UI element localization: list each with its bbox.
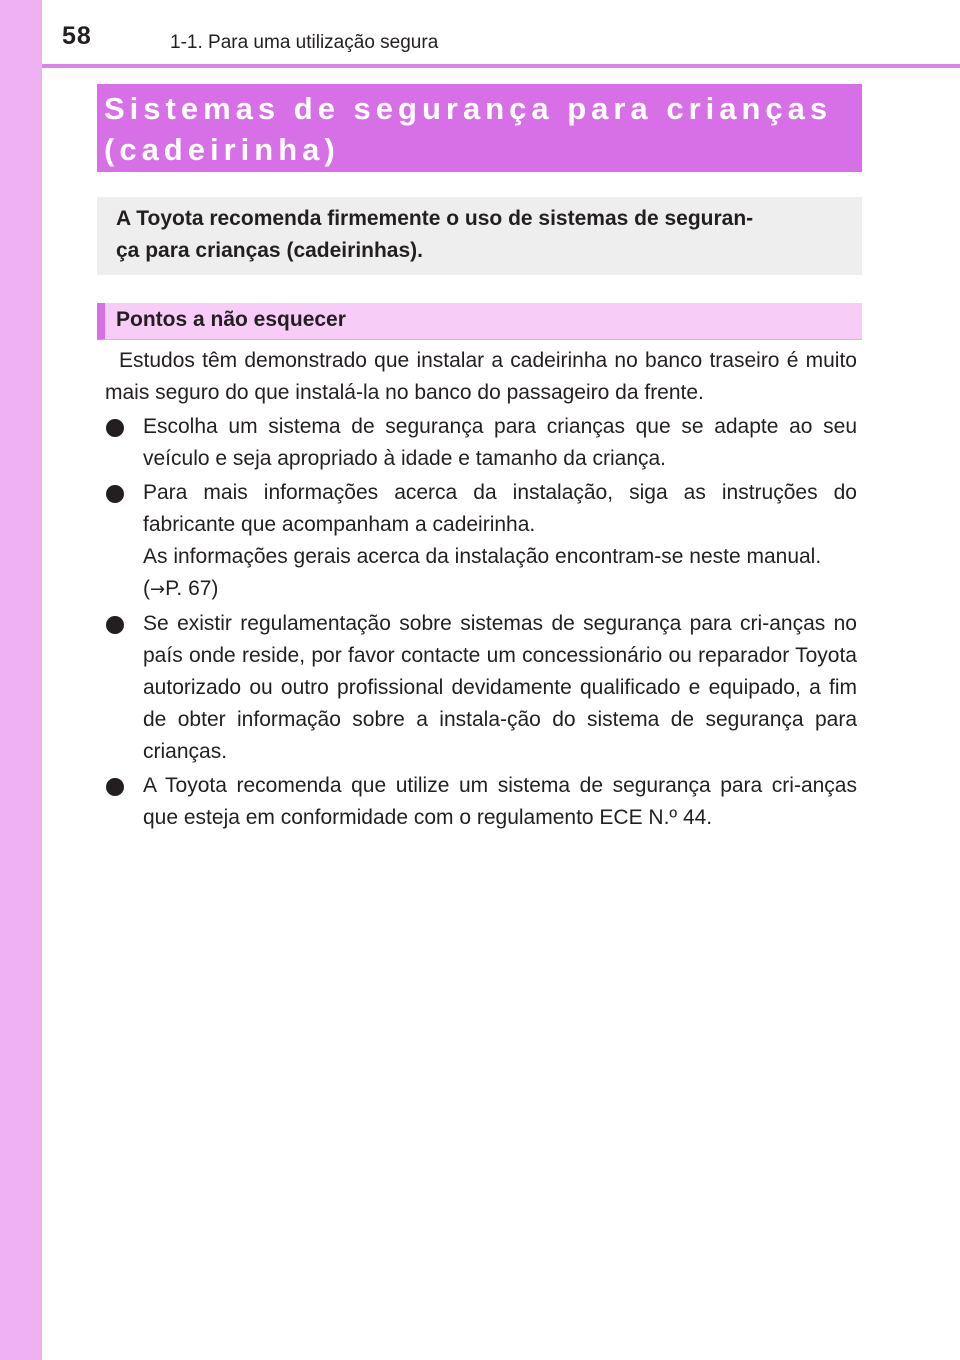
subheading: Pontos a não esquecer	[116, 308, 346, 331]
bullet-item	[105, 411, 857, 475]
bullet-item	[105, 770, 857, 834]
bullet-text: Se existir regulamentação sobre sistemas de segurança para cri-anças no país onde reside, por favor contacte um concessionário ou reparador Toyota autorizado ou outro profissional devidamente qualificado e equipado, a fim de obter informação sobre a instala-ção do sistema de segurança para crianças.	[143, 612, 857, 763]
bullet-text: Para mais informações acerca da instalação, siga as instruções do fabricante que acompanham a cadeirinha.	[143, 481, 857, 536]
arrow-right-icon: →	[150, 579, 166, 600]
section-label: 1-1. Para uma utilização segura	[170, 32, 439, 53]
bullet-icon	[106, 419, 124, 437]
page-header	[0, 0, 960, 64]
bullet-item	[105, 608, 857, 768]
side-strip	[0, 0, 42, 1360]
header-rule	[42, 64, 960, 68]
intro-text	[116, 203, 846, 267]
page-reference	[143, 573, 857, 606]
page-number: 58	[62, 22, 92, 50]
bullet-text: Escolha um sistema de segurança para crianças que se adapte ao seu veículo e seja apropriado à idade e tamanho da criança.	[143, 415, 857, 470]
intro-line: A Toyota recomenda firmemente o uso de sistemas de seguran-	[116, 207, 754, 230]
body-paragraph: Estudos têm demonstrado que instalar a cadeirinha no banco traseiro é muito mais seguro do que instalá-la no banco do passageiro da frente.	[105, 349, 857, 404]
bullet-extra-text: As informações gerais acerca da instalação encontram-se neste manual.	[143, 545, 822, 568]
bullet-text: A Toyota recomenda que utilize um sistema de segurança para cri-anças que esteja em conformidade com o regulamento ECE N.º 44.	[143, 774, 857, 829]
ref-open: (	[143, 577, 150, 600]
page-title: Sistemas de segurança para crianças (cadeirinha)	[104, 91, 833, 167]
intro-line: ça para crianças (cadeirinhas).	[116, 239, 423, 262]
bullet-icon	[106, 616, 124, 634]
header-strip	[0, 0, 42, 64]
bullet-item	[105, 477, 857, 606]
ref-text: P. 67)	[165, 577, 219, 600]
body-text	[105, 345, 857, 834]
bullet-icon	[106, 778, 124, 796]
bullet-icon	[106, 485, 124, 503]
